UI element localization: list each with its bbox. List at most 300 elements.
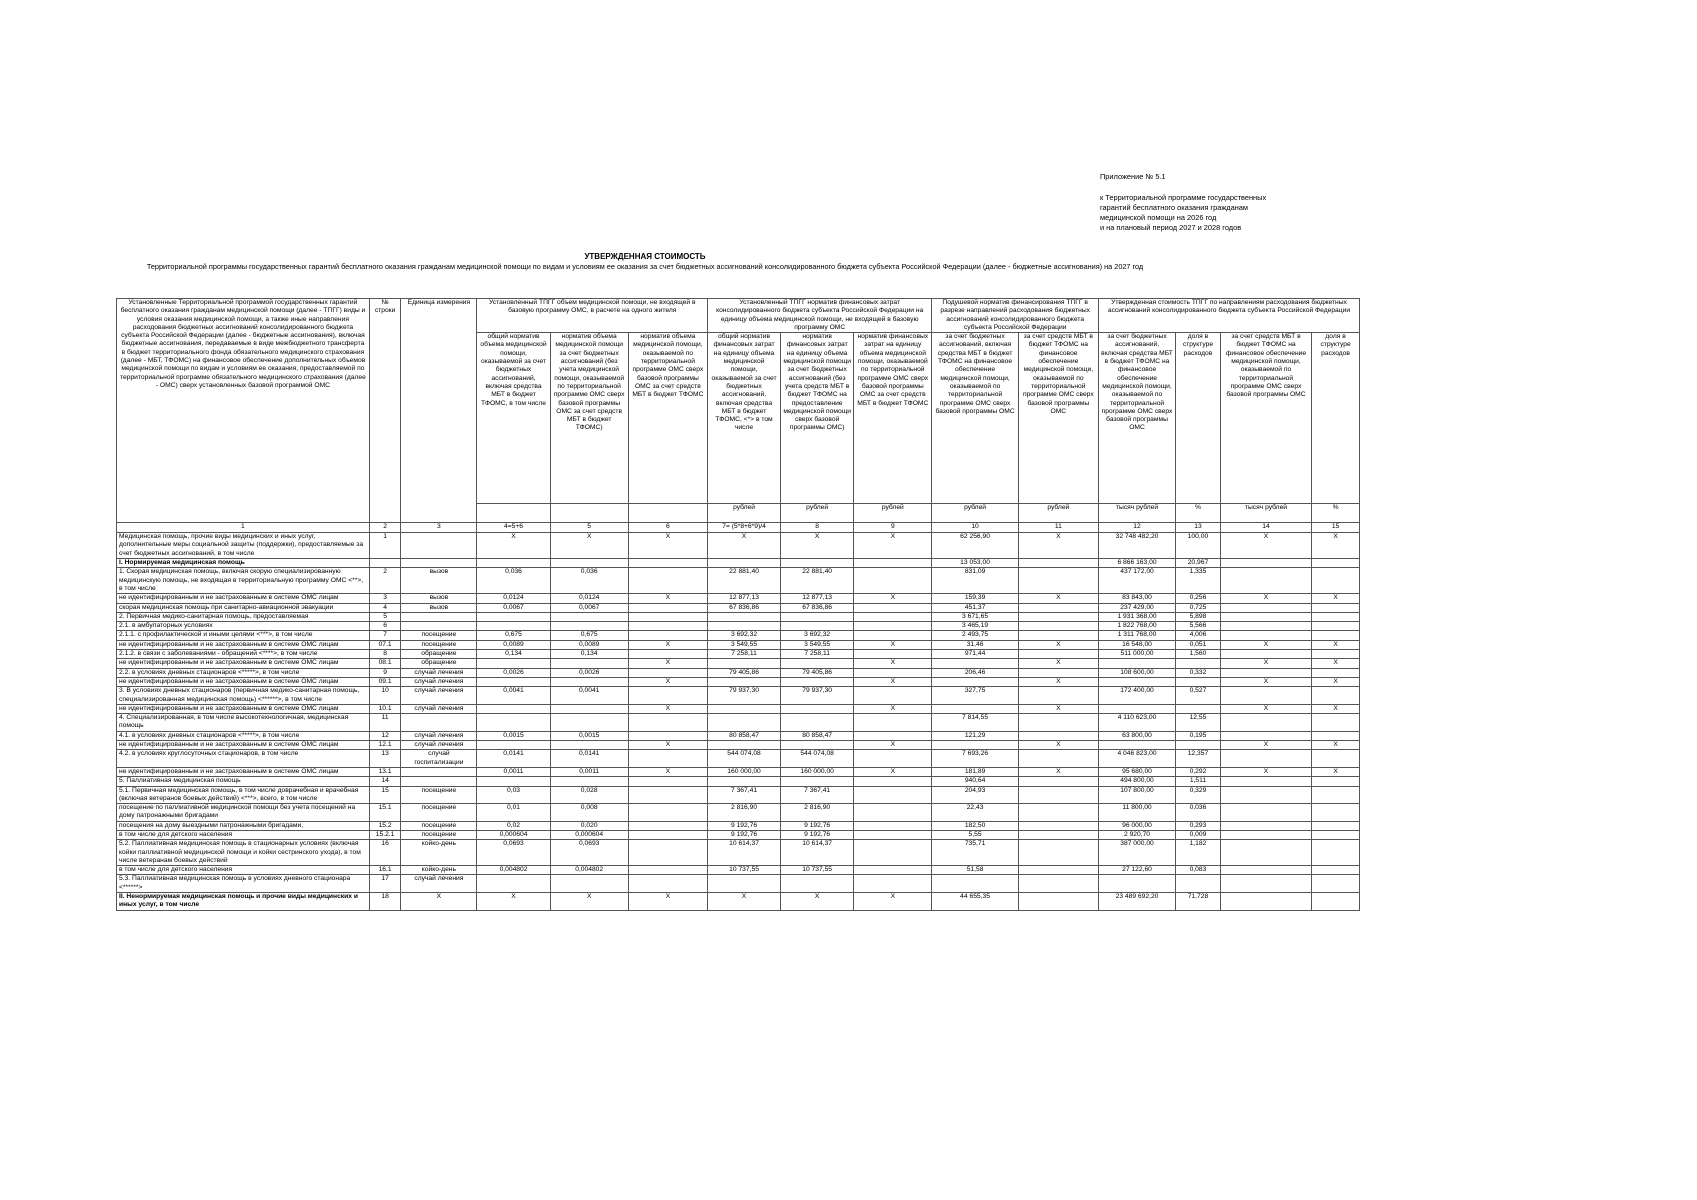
row-value [1312, 821, 1360, 830]
header-row-1 [117, 299, 1360, 333]
header-sub: норматив финансовых затрат на единицу объема медицинской помощи, оказываемой по территориальной программе ОМС сверх базовой программы ОМС за счет средств МБТ в бюджет ТФОМС [854, 333, 932, 504]
row-value [1312, 804, 1360, 822]
table-row [117, 786, 1360, 804]
row-value: 5,55 [932, 830, 1018, 839]
row-value [932, 875, 1018, 893]
row-value [1220, 786, 1311, 804]
row-value: X [854, 704, 932, 713]
row-value [1018, 559, 1098, 568]
row-number: 12 [369, 731, 400, 740]
row-value [628, 668, 707, 677]
row-value: 0,01 [477, 804, 550, 822]
row-number: 10 [369, 687, 400, 705]
row-value [1220, 631, 1311, 640]
table-body [117, 533, 1360, 910]
column-number: 10 [932, 523, 1018, 533]
row-number: 4 [369, 603, 400, 612]
row-value: 10 737,55 [781, 866, 854, 875]
row-value [628, 866, 707, 875]
row-unit: случай лечения [401, 731, 477, 740]
column-number: 11 [1018, 523, 1098, 533]
row-description: не идентифицированным и не застрахованным в системе ОМС лицам [117, 594, 370, 603]
row-number: 17 [369, 875, 400, 893]
row-value: X [1312, 594, 1360, 603]
row-unit: обращение [401, 650, 477, 659]
row-value: 181,89 [932, 767, 1018, 776]
unit-cell: рублей [854, 504, 932, 523]
row-value [1018, 777, 1098, 786]
row-value [628, 714, 707, 732]
row-value [781, 677, 854, 686]
row-value: 79 937,30 [707, 687, 780, 705]
row-value: X [854, 741, 932, 750]
row-value [1312, 830, 1360, 839]
row-value [932, 677, 1018, 686]
row-unit: случай лечения [401, 668, 477, 677]
row-number: 5 [369, 612, 400, 621]
column-number: 15 [1312, 523, 1360, 533]
row-value [477, 777, 550, 786]
row-description: 5.3. Паллиативная медицинская помощь в условиях дневного стационара <******> [117, 875, 370, 893]
row-value: 67 836,86 [707, 603, 780, 612]
row-value [477, 704, 550, 713]
header-sub: общий норматив финансовых затрат на единицу объема медицинской помощи, оказываемой за счет бюджетных ассигнований, включая средства МБТ в бюджет ТФОМС, <*> в том числе [707, 333, 780, 504]
row-value [550, 875, 628, 893]
row-value [628, 631, 707, 640]
row-unit [401, 714, 477, 732]
row-value [1312, 650, 1360, 659]
row-value [707, 559, 780, 568]
row-value: 0,292 [1176, 767, 1221, 776]
row-value: X [550, 893, 628, 911]
row-value [1018, 875, 1098, 893]
row-value [1018, 786, 1098, 804]
header-row-number: № строки [369, 299, 400, 523]
row-value [477, 612, 550, 621]
row-value [1220, 821, 1311, 830]
row-value: X [628, 893, 707, 911]
row-value: 100,00 [1176, 533, 1221, 559]
row-unit: X [401, 893, 477, 911]
row-value [550, 559, 628, 568]
row-value [1220, 893, 1311, 911]
row-value: 10 614,37 [707, 840, 780, 866]
column-number: 14 [1220, 523, 1311, 533]
row-value: 0,332 [1176, 668, 1221, 677]
table-row [117, 659, 1360, 668]
row-value [628, 568, 707, 594]
row-value [550, 659, 628, 668]
row-value: 13 053,00 [932, 559, 1018, 568]
table-row [117, 714, 1360, 732]
row-value [854, 631, 932, 640]
row-value [628, 650, 707, 659]
row-number: 7 [369, 631, 400, 640]
document-titles [0, 252, 1290, 272]
row-value: 108 600,00 [1098, 668, 1175, 677]
row-value: 5,566 [1176, 622, 1221, 631]
row-value [477, 659, 550, 668]
row-value [477, 741, 550, 750]
row-value: X [1220, 767, 1311, 776]
row-value [1018, 750, 1098, 768]
row-number: 11 [369, 714, 400, 732]
column-number: 8 [781, 523, 854, 533]
column-number: 2 [369, 523, 400, 533]
row-unit: койко-день [401, 840, 477, 866]
row-value [854, 687, 932, 705]
row-value [628, 622, 707, 631]
row-value [1018, 622, 1098, 631]
row-value: 3 692,32 [781, 631, 854, 640]
row-description: посещения на дому выездными патронажными бригадами, [117, 821, 370, 830]
row-value: 940,64 [932, 777, 1018, 786]
row-value: 831,09 [932, 568, 1018, 594]
row-value: 437 172,00 [1098, 568, 1175, 594]
row-value: 7 367,41 [707, 786, 780, 804]
row-value: 107 800,00 [1098, 786, 1175, 804]
unit-cell: тысяч рублей [1098, 504, 1175, 523]
row-description: 5.2. Паллиативная медицинская помощь в стационарных условиях (включая койки паллиативной медицинской помощи и койки сестринского ухода), в том числе ветеранам боевых действий [117, 840, 370, 866]
row-value [781, 612, 854, 621]
row-value: 63 800,00 [1098, 731, 1175, 740]
row-value: X [1312, 533, 1360, 559]
row-value: X [628, 640, 707, 649]
row-value: X [854, 659, 932, 668]
table-row [117, 612, 1360, 621]
row-number: 16 [369, 840, 400, 866]
row-value [781, 714, 854, 732]
row-number: 9 [369, 668, 400, 677]
row-description: не идентифицированным и не застрахованным в системе ОМС лицам [117, 704, 370, 713]
row-value [1220, 750, 1311, 768]
row-value: 44 655,35 [932, 893, 1018, 911]
row-value [781, 875, 854, 893]
row-number: 3 [369, 594, 400, 603]
row-value: X [1220, 640, 1311, 649]
row-unit: случай лечения [401, 704, 477, 713]
row-description: в том числе для детского населения [117, 830, 370, 839]
row-value: X [854, 677, 932, 686]
row-value: 0,0693 [477, 840, 550, 866]
row-value [854, 750, 932, 768]
row-unit: посещение [401, 640, 477, 649]
row-unit: случай лечения [401, 741, 477, 750]
row-value: 2 816,90 [707, 804, 780, 822]
row-value: 3 549,55 [707, 640, 780, 649]
row-unit: вызов [401, 594, 477, 603]
row-number: 13 [369, 750, 400, 768]
row-value [628, 830, 707, 839]
appendix-number: Приложение № 5.1 [1100, 172, 1166, 181]
table-row [117, 603, 1360, 612]
row-value: 511 000,00 [1098, 650, 1175, 659]
row-value: 80 858,47 [707, 731, 780, 740]
row-value: 2 816,90 [781, 804, 854, 822]
row-value [1176, 677, 1221, 686]
row-value [1220, 875, 1311, 893]
document-title: УТВЕРЖДЕННАЯ СТОИМОСТЬ [584, 252, 706, 261]
row-value: 2 920,70 [1098, 830, 1175, 839]
row-value [781, 622, 854, 631]
row-value [1018, 687, 1098, 705]
row-value [550, 622, 628, 631]
row-description: 3. В условиях дневных стационаров (первичная медико-санитарная помощь, специализированная медицинская помощь) <******>, в том числе [117, 687, 370, 705]
row-value: 387 000,00 [1098, 840, 1175, 866]
row-value [1312, 612, 1360, 621]
row-value [628, 731, 707, 740]
row-value: 12 877,13 [707, 594, 780, 603]
row-value: 0,0089 [477, 640, 550, 649]
table-row [117, 840, 1360, 866]
row-value [1220, 668, 1311, 677]
header-sub: доля в структуре расходов [1176, 333, 1221, 504]
row-value: X [1312, 640, 1360, 649]
row-value: 0,675 [477, 631, 550, 640]
row-description: Медицинская помощь, прочие виды медицинских и иных услуг, дополнительные меры социальной защиты (поддержки), предоставляемые за счет бюджетных ассигнований, в том числе [117, 533, 370, 559]
row-value: 0,083 [1176, 866, 1221, 875]
row-value: X [854, 533, 932, 559]
row-value [628, 777, 707, 786]
row-value [550, 704, 628, 713]
row-value: 4 046 823,00 [1098, 750, 1175, 768]
row-number: 6 [369, 622, 400, 631]
header-group-volume: Установленный ТПГГ объем медицинской помощи, не входящей в базовую программу ОМС, в расчете на одного жителя [477, 299, 708, 333]
row-value: 0,195 [1176, 731, 1221, 740]
row-value [1312, 840, 1360, 866]
row-unit: случай лечения [401, 687, 477, 705]
row-value: X [1220, 704, 1311, 713]
row-description: I. Нормируемая медицинская помощь [117, 559, 370, 568]
row-value [1018, 612, 1098, 621]
row-value: X [1220, 659, 1311, 668]
row-unit [401, 612, 477, 621]
row-value: X [1312, 677, 1360, 686]
row-value [781, 741, 854, 750]
row-value [628, 687, 707, 705]
row-value: 0,0011 [477, 767, 550, 776]
row-value: X [1312, 767, 1360, 776]
row-value [932, 704, 1018, 713]
row-value: 160 000,00 [707, 767, 780, 776]
row-value [781, 704, 854, 713]
row-value: 10 737,55 [707, 866, 780, 875]
row-value [477, 622, 550, 631]
row-value [628, 612, 707, 621]
cost-table [116, 298, 1360, 911]
row-value [1312, 603, 1360, 612]
row-value [1018, 568, 1098, 594]
row-number: 13.1 [369, 767, 400, 776]
row-value [1312, 786, 1360, 804]
row-value: 0,000604 [477, 830, 550, 839]
row-value [1312, 559, 1360, 568]
row-value: 22,43 [932, 804, 1018, 822]
row-unit: посещение [401, 786, 477, 804]
row-value: 1,335 [1176, 568, 1221, 594]
row-description: не идентифицированным и не застрахованным в системе ОМС лицам [117, 767, 370, 776]
row-value: 51,58 [932, 866, 1018, 875]
unit-cell: % [1176, 504, 1221, 523]
appendix-reference [1100, 193, 1266, 233]
header-group-approved-cost: Утвержденная стоимость ТПГГ по направлениям расходования бюджетных ассигнований консолидированного бюджета субъекта Российской Федерации [1098, 299, 1359, 333]
row-value [854, 668, 932, 677]
row-value: 0,028 [550, 786, 628, 804]
row-value [707, 622, 780, 631]
row-value [781, 777, 854, 786]
row-number: 12.1 [369, 741, 400, 750]
row-value: 0,020 [550, 821, 628, 830]
table-row [117, 830, 1360, 839]
row-value: 204,93 [932, 786, 1018, 804]
row-value: 0,329 [1176, 786, 1221, 804]
row-value [1098, 875, 1175, 893]
row-value [707, 875, 780, 893]
header-sub: доля в структуре расходов [1312, 333, 1360, 504]
table-row [117, 559, 1360, 568]
row-value [1220, 714, 1311, 732]
row-value [477, 559, 550, 568]
row-value: 0,008 [550, 804, 628, 822]
row-value: 27 122,60 [1098, 866, 1175, 875]
row-value: 1,511 [1176, 777, 1221, 786]
table-row [117, 866, 1360, 875]
row-value: 0,0067 [550, 603, 628, 612]
row-number: 15.2 [369, 821, 400, 830]
table-row [117, 750, 1360, 768]
row-description: 2.1.2. в связи с заболеваниями - обращений <****>, в том числе [117, 650, 370, 659]
row-value: 7 814,55 [932, 714, 1018, 732]
row-value: 0,036 [477, 568, 550, 594]
row-value [1312, 568, 1360, 594]
row-value [854, 650, 932, 659]
row-value [628, 804, 707, 822]
row-value: 62 256,90 [932, 533, 1018, 559]
row-value: 0,527 [1176, 687, 1221, 705]
row-value [932, 659, 1018, 668]
row-value: 16 548,00 [1098, 640, 1175, 649]
header-sub: за счет бюджетных ассигнований, включая средства МБТ в бюджет ТФОМС на финансовое обеспечение медицинской помощи, оказываемой по территориальной программе ОМС сверх базовой программы ОМС [932, 333, 1018, 504]
row-value: 0,02 [477, 821, 550, 830]
row-number: 08.1 [369, 659, 400, 668]
row-value: 96 000,00 [1098, 821, 1175, 830]
row-value: 0,725 [1176, 603, 1221, 612]
table-row [117, 704, 1360, 713]
row-description: в том числе для детского населения [117, 866, 370, 875]
row-value: 1 311 768,00 [1098, 631, 1175, 640]
row-value [550, 714, 628, 732]
row-value: 0,675 [550, 631, 628, 640]
row-value: 1 822 768,00 [1098, 622, 1175, 631]
row-value: 7 258,11 [707, 650, 780, 659]
row-value: 0,293 [1176, 821, 1221, 830]
header-sub: норматив объема медицинской помощи за счет бюджетных ассигнований (без учета медицинской помощи, оказываемой по территориальной программе ОМС сверх базовой программы ОМС за счет средств МБТ в бюджет ТФОМС) [550, 333, 628, 504]
row-value [1018, 866, 1098, 875]
row-value: X [1220, 741, 1311, 750]
column-number: 9 [854, 523, 932, 533]
row-value: X [781, 893, 854, 911]
row-description: 2.2. в условиях дневных стационаров <*****>, в том числе [117, 668, 370, 677]
row-value [1018, 830, 1098, 839]
unit-cell [550, 504, 628, 523]
row-value: 12,55 [1176, 714, 1221, 732]
row-value [1220, 840, 1311, 866]
row-value: 22 881,40 [707, 568, 780, 594]
row-value: 494 800,00 [1098, 777, 1175, 786]
row-value: 0,004802 [550, 866, 628, 875]
row-number: 14 [369, 777, 400, 786]
row-value: X [628, 533, 707, 559]
row-value [628, 786, 707, 804]
row-value: 80 858,47 [781, 731, 854, 740]
row-value: 1,182 [1176, 840, 1221, 866]
appendix-block [1100, 172, 1266, 233]
row-number: 1 [369, 533, 400, 559]
row-value: 6 866 163,00 [1098, 559, 1175, 568]
row-unit: койко-день [401, 866, 477, 875]
row-value: 95 680,00 [1098, 767, 1175, 776]
row-number: 10.1 [369, 704, 400, 713]
row-value [1312, 714, 1360, 732]
row-description: не идентифицированным и не застрахованным в системе ОМС лицам [117, 640, 370, 649]
row-value: X [1220, 594, 1311, 603]
row-value: 1,560 [1176, 650, 1221, 659]
row-value: 0,0041 [477, 687, 550, 705]
row-description: не идентифицированным и не застрахованным в системе ОМС лицам [117, 741, 370, 750]
row-value [707, 714, 780, 732]
table-row [117, 731, 1360, 740]
row-value: 79 405,86 [707, 668, 780, 677]
row-value [707, 677, 780, 686]
row-value: 0,0026 [477, 668, 550, 677]
row-value: 0,134 [550, 650, 628, 659]
row-value: 23 489 692,20 [1098, 893, 1175, 911]
row-value [707, 741, 780, 750]
row-value [477, 875, 550, 893]
row-value [1312, 668, 1360, 677]
row-value: 79 937,30 [781, 687, 854, 705]
header-sub: за счет средств МБТ в бюджет ТФОМС на финансовое обеспечение медицинской помощи, оказываемой по территориальной программе ОМС сверх базовой программы ОМС [1220, 333, 1311, 504]
row-description: 5. Паллиативная медицинская помощь [117, 777, 370, 786]
row-value: 0,0124 [550, 594, 628, 603]
appendix-ref-line: гарантий бесплатного оказания гражданам [1100, 203, 1248, 212]
row-value [1220, 731, 1311, 740]
row-value: 0,0124 [477, 594, 550, 603]
header-sub: общий норматив объема медицинской помощи, оказываемой за счет бюджетных ассигнований, включая средства МБТ в бюджет ТФОМС, в том числе [477, 333, 550, 504]
row-value [1312, 731, 1360, 740]
appendix-ref-line: к Территориальной программе государственных [1100, 193, 1267, 202]
unit-cell: рублей [781, 504, 854, 523]
row-value [1018, 893, 1098, 911]
row-value [1220, 568, 1311, 594]
row-value [1312, 687, 1360, 705]
row-value: X [854, 594, 932, 603]
row-value: 4,006 [1176, 631, 1221, 640]
row-description: II. Ненормируемая медицинская помощь и прочие виды медицинских и иных услуг, в том числе [117, 893, 370, 911]
row-value: 0,0041 [550, 687, 628, 705]
header-group-cost-norm: Установленный ТПГГ норматив финансовых затрат консолидированного бюджета субъекта Российской Федерации на единицу объема медицинской помощи, не входящей в базовую программу ОМС [707, 299, 931, 333]
row-value [854, 603, 932, 612]
row-unit: случай госпитализации [401, 750, 477, 768]
row-value: 206,46 [932, 668, 1018, 677]
row-value: 9 192,76 [781, 830, 854, 839]
row-value [707, 659, 780, 668]
row-value [854, 786, 932, 804]
row-value: X [1018, 659, 1098, 668]
row-unit: случай лечения [401, 677, 477, 686]
table-row [117, 650, 1360, 659]
table-row [117, 640, 1360, 649]
